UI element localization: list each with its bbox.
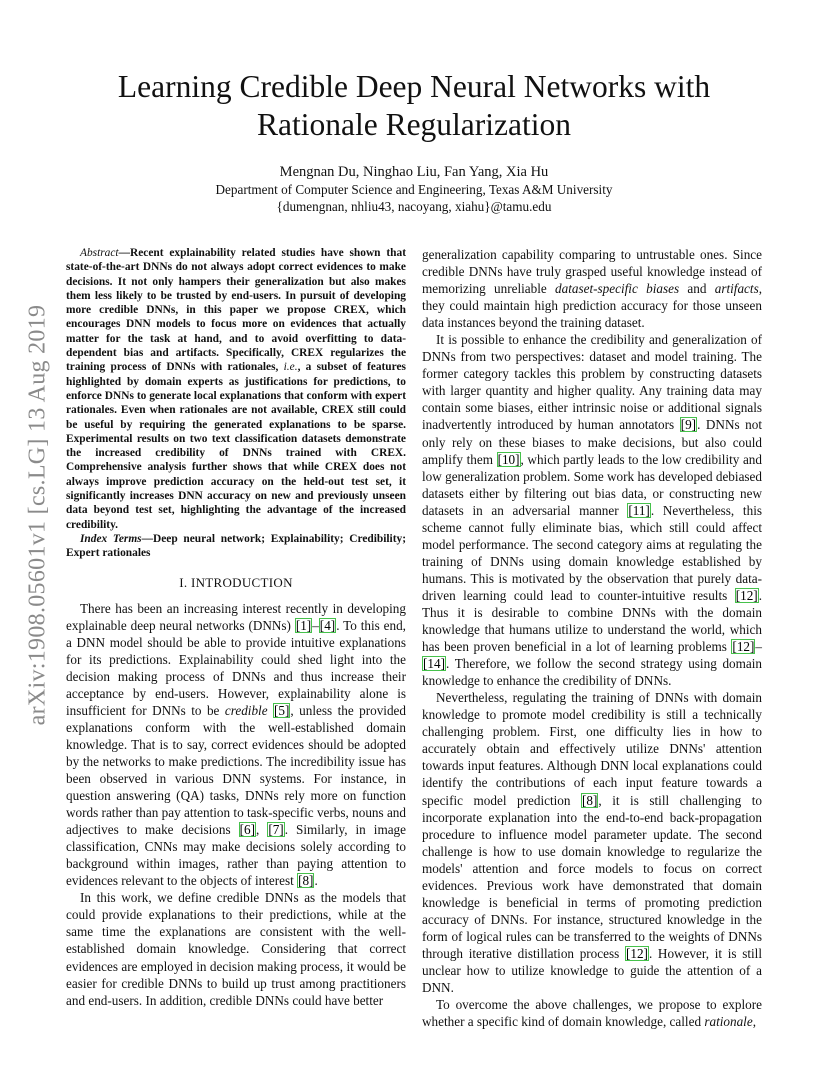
arxiv-identifier-text: arXiv:1908.05601v1 [cs.LG] 13 Aug 2019: [24, 304, 51, 726]
section-heading-introduction: I. INTRODUCTION: [179, 574, 293, 590]
citation-link[interactable]: [5]: [274, 702, 290, 718]
index-terms-label: Index Terms: [80, 532, 142, 545]
citation-link[interactable]: [12]: [732, 639, 755, 655]
title-line-1: Learning Credible Deep Neural Networks with: [117, 69, 711, 104]
left-column: [66, 246, 406, 1009]
intro-paragraph-2: In this work, we define credible DNNs as the models that could provide explanations to their predictions, while at the same time the explanations are consistent with the well-established domain knowledge. Considering that correct evidences are employed in decision making process, it would be easier for credible DNNs to build up trust among practitioners and end-users. In addition, credible DNNs could have better: [66, 890, 406, 1008]
intro-paragraph-4: Nevertheless, regulating the training of DNNs with domain knowledge to promote model credibility is still a technically challenging problem. First, one difficulty lies in how to accurately obtain and effectively utilize DNNs' attention towards input features. Although DNN local explanations could identify the contributions of each input feature towards a specific model prediction [8], it is still challenging to incorporate explanation into the end-to-end back-propagation procedure to influence model parameter update. The second challenge is how to use domain knowledge to regularize the models' attention and force models to focus on correct evidences. Previous work have demonstrated that domain knowledge is beneficial in terms of promoting prediction accuracy of DNNs. For instance, structured knowledge in the form of logical rules can be transferred to the weights of DNNs through iterative distillation process [12]. However, it is still unclear how to utilize knowledge to guide the attention of a DNN.: [422, 690, 762, 996]
citation-link[interactable]: [10]: [497, 451, 520, 467]
title-line-2: Rationale Regularization: [256, 107, 571, 142]
author-emails: {dumengnan, nhliu43, nacoyang, xiahu}@tamu.edu: [276, 199, 552, 214]
abstract: Abstract—Recent explainability related studies have shown that state-of-the-art DNNs do not always adopt correct evidences to make decisions. It not only hampers their generalization but also makes them less likely to be trusted by end-users. In pursuit of developing more credible DNNs, in this paper we propose CREX, which encourages DNN models to focus more on evidences that actually matter for the task at hand, and to avoid overfitting to data-dependent bias and artifacts. Specifically, CREX regularizes the training process of DNNs with rationales, i.e., a subset of features highlighted by domain experts as justifications for predictions, to enforce DNNs to generate local explanations that conform with expert rationales. Even when rationales are not available, CREX still could be useful by requiring the generated explanations to be sparse. Experimental results on two text classification datasets demonstrate the increased credibility of DNNs trained with CREX. Comprehensive analysis further shows that while CREX does not always improve prediction accuracy on the held-out test set, it significantly increases DNN accuracy on new and previously unseen data beyond test set, highlighting the advantage of the increased credibility.: [66, 247, 406, 531]
right-column: [422, 246, 762, 1030]
affiliation: Department of Computer Science and Engineering, Texas A&M University: [215, 182, 613, 197]
citation-link[interactable]: [12]: [625, 945, 648, 961]
intro-paragraph-2-cont: generalization capability comparing to untrustable ones. Since credible DNNs have truly grasped useful knowledge instead of memorizing unreliable dataset-specific biases and artifacts, they could maintain high prediction accuracy for those unseen data instances beyond the training dataset.: [422, 247, 763, 331]
citation-link[interactable]: [4]: [319, 617, 336, 633]
citation-link[interactable]: [11]: [628, 502, 650, 518]
abstract-label: Abstract: [80, 247, 119, 259]
index-terms: Index Terms—Deep neural network; Explainability; Credibility; Expert rationales: [66, 532, 406, 560]
arxiv-identifier: [18, 285, 58, 745]
intro-paragraph-5: To overcome the above challenges, we propose to explore whether a specific kind of domain knowledge, called rationale,: [422, 997, 762, 1030]
author-list: Mengnan Du, Ninghao Liu, Fan Yang, Xia Hu: [279, 164, 549, 180]
intro-paragraph-1: There has been an increasing interest recently in developing explainable deep neural networks (DNNs) [1]–[4]. To this end, a DNN model should be able to provide intuitive explanations for its predictions. Explainability could shed light into the decision making process of DNNs and thus increase their acceptance by end-users. However, explainability alone is insufficient for DNNs to be credible [5], unless the provided explanations conform with the well-established domain knowledge. That is to say, correct evidences should be adopted by the networks to make predictions. The incredibility issue has been observed in various DNN systems. For instance, in question answering (QA) tasks, DNNs rely more on function words rather than pay attention to task-specific verbs, nouns and adjectives to make decisions [6], [7]. Similarly, in image classification, CNNs may make decisions solely according to background within images, rather than paying attention to evidences relevant to the objects of interest [8].: [66, 600, 406, 889]
paper-title: [60, 68, 768, 144]
citation-link[interactable]: [7]: [268, 822, 284, 838]
intro-paragraph-3: It is possible to enhance the credibility and generalization of DNNs from two perspectives: dataset and model training. The former category tackles this problem by constructing datasets with larger quantity and higher quality. Any training data may contain some biases, either intrinsic noise or additional signals inadvertently introduced by human annotators [9]. DNNs not only rely on these biases to make decisions, but also could amplify them [10], which partly leads to the low credibility and low generalization problem. Some work has developed debiased datasets either by filtering out bias data, or constructing new datasets in an adversarial manner [11]. Nevertheless, this scheme cannot fully eliminate bias, which still could affect model performance. The second category aims at regulating the training of DNNs using domain knowledge established by humans. This is motivated by the observation that purely data-driven learning could lead to counter-intuitive results [12]. Thus it is desirable to combine DNNs with the domain knowledge that humans utilize to understand the world, which has been proven beneficial in a lot of learning problems [12]–[14]. Therefore, we follow the second strategy using domain knowledge to enhance the credibility of DNNs.: [422, 332, 763, 689]
citation-link[interactable]: [9]: [680, 417, 697, 433]
citation-link[interactable]: [8]: [298, 873, 314, 889]
citation-link[interactable]: [12]: [735, 587, 758, 603]
citation-link[interactable]: [14]: [423, 656, 445, 672]
citation-link[interactable]: [6]: [239, 822, 256, 838]
citation-link[interactable]: [8]: [582, 792, 598, 808]
citation-link[interactable]: [1]: [295, 617, 312, 633]
